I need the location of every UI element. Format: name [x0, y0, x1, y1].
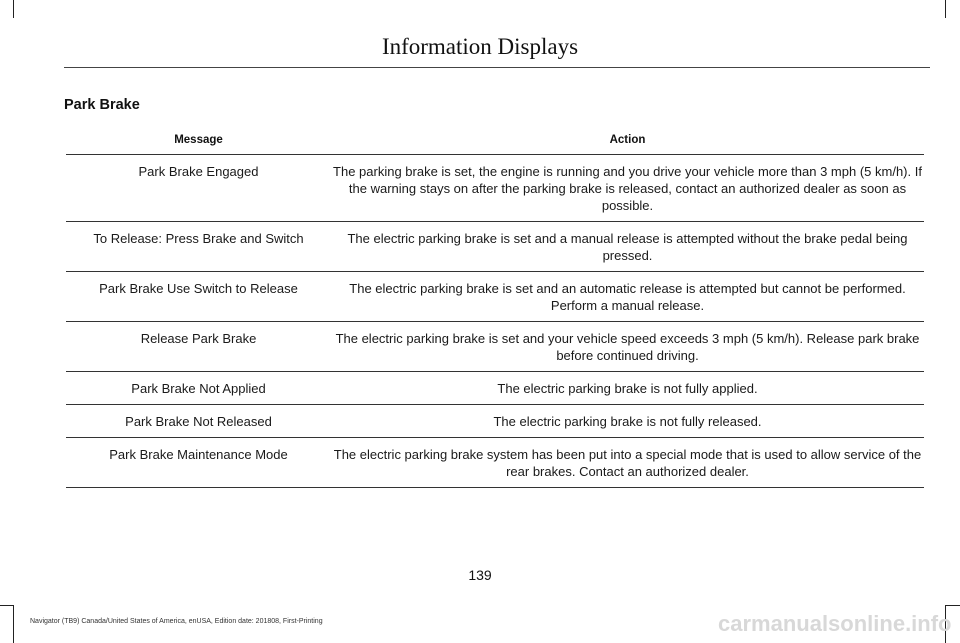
crop-mark-bottom-left-horizontal [0, 605, 14, 606]
table-row [66, 322, 924, 372]
table-row [66, 272, 924, 322]
crop-mark-top-right [945, 0, 946, 18]
crop-mark-bottom-right-horizontal [945, 605, 960, 606]
page-number: 139 [468, 567, 492, 583]
message-cell: Park Brake Not Applied [66, 372, 331, 405]
action-cell: The electric parking brake is not fully applied. [331, 372, 924, 405]
message-cell: Release Park Brake [66, 322, 331, 372]
crop-mark-top-left [13, 0, 14, 18]
action-cell: The electric parking brake system has been put into a special mode that is used to allow service of the rear brakes. Contact an authorized dealer. [331, 438, 924, 488]
table-row [66, 405, 924, 438]
action-cell: The electric parking brake is set and a manual release is attempted without the brake pedal being pressed. [331, 222, 924, 272]
header-divider [64, 67, 930, 68]
table-row [66, 155, 924, 222]
action-cell: The electric parking brake is not fully released. [331, 405, 924, 438]
message-cell: Park Brake Not Released [66, 405, 331, 438]
edition-footer-text: Navigator (TB9) Canada/United States of America, enUSA, Edition date: 201808, First-Printing [30, 618, 323, 625]
section-title: Park Brake [64, 97, 140, 113]
action-cell: The electric parking brake is set and an automatic release is attempted but cannot be performed. Perform a manual release. [331, 272, 924, 322]
table-row [66, 372, 924, 405]
park-brake-message-table [66, 129, 924, 488]
page-header-title: Information Displays [381, 34, 579, 59]
crop-mark-bottom-left-vertical [13, 605, 14, 643]
column-header-action: Action [331, 129, 924, 155]
action-cell: The electric parking brake is set and your vehicle speed exceeds 3 mph (5 km/h). Release park brake before continued driving. [331, 322, 924, 372]
table-header-row [66, 129, 924, 155]
message-cell: To Release: Press Brake and Switch [66, 222, 331, 272]
watermark-text: carmanualsonline.info [718, 611, 952, 636]
column-header-message: Message [66, 129, 331, 155]
table-row [66, 438, 924, 488]
action-cell: The parking brake is set, the engine is running and you drive your vehicle more than 3 mph (5 km/h). If the warning stays on after the parking brake is released, contact an authorized dealer as soon as possible. [331, 155, 924, 222]
message-cell: Park Brake Engaged [66, 155, 331, 222]
message-cell: Park Brake Maintenance Mode [66, 438, 331, 488]
table-row [66, 222, 924, 272]
message-cell: Park Brake Use Switch to Release [66, 272, 331, 322]
